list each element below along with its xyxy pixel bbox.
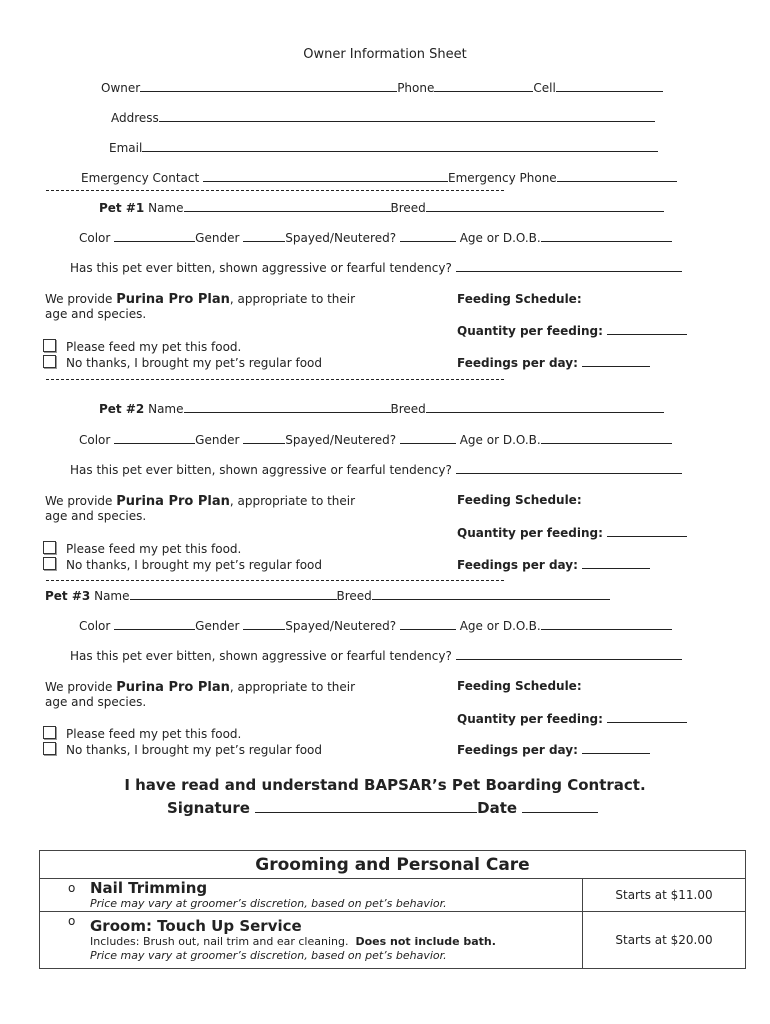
pet1-name-row [99,200,664,215]
emergency-phone-label: Emergency Phone [448,171,557,185]
pet1-breed-field[interactable] [426,200,664,212]
option-feed-label: Please feed my pet this food. [66,542,242,556]
bitten-question: Has this pet ever bitten, shown aggressive or fearful tendency? [70,261,452,275]
own-food-checkbox[interactable] [43,557,56,570]
color-label: Color [79,619,111,633]
color-label: Color [79,433,111,447]
service-groom-touch-up [40,912,583,969]
own-food-checkbox[interactable] [43,742,56,755]
pet3-gender-field[interactable] [243,618,285,630]
feedings-label: Feedings per day: [457,356,578,370]
provide-prefix: We provide [45,292,117,306]
provide-line2: age and species. [45,695,147,709]
food-brand: Purina Pro Plan [116,680,230,695]
emergency-contact-field[interactable] [203,170,448,182]
signature-label: Signature [167,799,250,817]
spayed-label: Spayed/Neutered? [285,619,397,633]
feed-food-checkbox[interactable] [43,339,56,352]
pet1-food-info [45,292,355,322]
grooming-heading: Grooming and Personal Care [40,851,746,879]
pet1-details-row [79,230,672,245]
food-brand: Purina Pro Plan [116,292,230,307]
pet2-label: Pet #2 [99,402,145,416]
service-note: Price may vary at groomer’s discretion, based on pet’s behavior. [90,896,447,910]
quantity-label: Quantity per feeding: [457,324,603,338]
owner-field[interactable] [140,80,397,92]
pet3-feedings-row [457,742,650,757]
provide-prefix: We provide [45,494,117,508]
age-label: Age or D.O.B. [459,619,541,633]
pet3-bitten-field[interactable] [456,648,682,660]
pet2-food-options [43,541,322,573]
pet2-quantity-field[interactable] [607,525,687,537]
date-field[interactable] [522,799,598,813]
pet1-label: Pet #1 [99,201,145,215]
feeding-schedule-label: Feeding Schedule: [457,292,582,306]
breed-label: Breed [336,589,372,603]
age-label: Age or D.O.B. [459,433,541,447]
breed-label: Breed [390,402,426,416]
service-note: Price may vary at groomer’s discretion, based on pet’s behavior. [90,948,447,962]
service-nail-trimming [40,879,583,912]
pet2-bitten-field[interactable] [456,462,682,474]
pet2-feeding-schedule [457,493,582,507]
gender-label: Gender [195,619,240,633]
address-label: Address [111,111,159,125]
pet3-quantity-field[interactable] [607,711,687,723]
option-own-label: No thanks, I brought my pet’s regular food [66,558,322,572]
food-brand: Purina Pro Plan [116,494,230,509]
pet2-age-field[interactable] [541,432,672,444]
feeding-schedule-label: Feeding Schedule: [457,679,582,693]
pet1-feeding-schedule [457,292,582,306]
name-label: Name [94,589,130,603]
pet1-feedings-row [457,355,650,370]
spayed-label: Spayed/Neutered? [285,433,397,447]
pet2-feedings-field[interactable] [582,557,650,569]
pet2-name-row [99,401,664,416]
provide-line2: age and species. [45,509,147,523]
phone-label: Phone [397,81,435,95]
email-row [109,140,658,155]
pet3-color-field[interactable] [114,618,195,630]
divider [46,379,504,380]
page-title: Owner Information Sheet [303,47,467,62]
service-price: Starts at $20.00 [583,912,746,969]
bullet-icon: o [68,881,76,895]
name-label: Name [148,201,184,215]
pet1-feedings-field[interactable] [582,355,650,367]
pet3-name-row [45,588,610,603]
pet3-breed-field[interactable] [372,588,610,600]
bitten-question: Has this pet ever bitten, shown aggressive or fearful tendency? [70,463,452,477]
gender-label: Gender [195,231,240,245]
pet3-age-field[interactable] [541,618,672,630]
pet3-bitten-row [70,648,682,663]
exclusion-text: Does not include bath. [355,934,496,948]
pet3-spayed-field[interactable] [400,618,456,630]
owner-label: Owner [101,81,141,95]
provide-suffix: , appropriate to their [229,680,356,694]
emergency-phone-field[interactable] [557,170,677,182]
pet2-name-field[interactable] [184,401,391,413]
grooming-table [39,850,746,969]
signature-row [167,799,598,817]
pet3-quantity-row [457,711,687,726]
pet2-feedings-row [457,557,650,572]
pet1-food-options [43,339,322,371]
pet1-age-field[interactable] [541,230,672,242]
pet2-quantity-row [457,525,687,540]
pet1-spayed-field[interactable] [400,230,456,242]
pet2-details-row [79,432,672,447]
option-feed-label: Please feed my pet this food. [66,340,242,354]
feedings-label: Feedings per day: [457,743,578,757]
bitten-question: Has this pet ever bitten, shown aggressive or fearful tendency? [70,649,452,663]
pet2-food-info [45,494,355,524]
pet1-bitten-field[interactable] [456,260,682,272]
signature-field[interactable] [255,799,477,813]
email-label: Email [109,141,143,155]
pet2-breed-field[interactable] [426,401,664,413]
divider [46,580,504,581]
bullet-icon: o [68,914,76,928]
divider [46,190,504,191]
spayed-label: Spayed/Neutered? [285,231,397,245]
pet1-quantity-row [457,323,687,338]
pet3-label: Pet #3 [45,589,91,603]
email-field[interactable] [142,140,658,152]
service-includes [90,935,582,949]
pet1-bitten-row [70,260,682,275]
pet3-feedings-field[interactable] [582,742,650,754]
pet3-food-info [45,680,355,710]
provide-line2: age and species. [45,307,147,321]
address-row [111,110,655,125]
phone-field[interactable] [434,80,533,92]
service-price: Starts at $11.00 [583,879,746,912]
date-label: Date [477,799,518,817]
table-row [40,879,746,912]
provide-suffix: , appropriate to their [229,494,356,508]
emergency-row [81,170,677,185]
gender-label: Gender [195,433,240,447]
pet1-quantity-field[interactable] [607,323,687,335]
feed-food-checkbox[interactable] [43,726,56,739]
includes-text: Includes: Brush out, nail trim and ear cleaning. [90,934,349,948]
pet3-name-field[interactable] [130,588,337,600]
breed-label: Breed [390,201,426,215]
quantity-label: Quantity per feeding: [457,526,603,540]
name-label: Name [148,402,184,416]
age-label: Age or D.O.B. [459,231,541,245]
owner-row [101,80,663,95]
table-row [40,912,746,969]
pet3-food-options [43,726,322,758]
own-food-checkbox[interactable] [43,355,56,368]
pet1-gender-field[interactable] [243,230,285,242]
option-feed-label: Please feed my pet this food. [66,727,242,741]
feeding-schedule-label: Feeding Schedule: [457,493,582,507]
feedings-label: Feedings per day: [457,558,578,572]
provide-suffix: , appropriate to their [229,292,356,306]
pet2-color-field[interactable] [114,432,195,444]
pet1-color-field[interactable] [114,230,195,242]
pet2-gender-field[interactable] [243,432,285,444]
feed-food-checkbox[interactable] [43,541,56,554]
pet2-bitten-row [70,462,682,477]
pet3-feeding-schedule [457,679,582,693]
cell-label: Cell [533,81,556,95]
emergency-contact-label: Emergency Contact [81,171,200,185]
pet1-name-field[interactable] [184,200,391,212]
option-own-label: No thanks, I brought my pet’s regular food [66,356,322,370]
contract-statement: I have read and understand BAPSAR’s Pet Boarding Contract. [124,776,646,794]
service-name: Nail Trimming [90,878,208,897]
quantity-label: Quantity per feeding: [457,712,603,726]
color-label: Color [79,231,111,245]
option-own-label: No thanks, I brought my pet’s regular food [66,743,322,757]
address-field[interactable] [159,110,655,122]
pet3-details-row [79,618,672,633]
cell-field[interactable] [556,80,663,92]
provide-prefix: We provide [45,680,117,694]
service-name: Groom: Touch Up Service [90,916,302,935]
pet2-spayed-field[interactable] [400,432,456,444]
